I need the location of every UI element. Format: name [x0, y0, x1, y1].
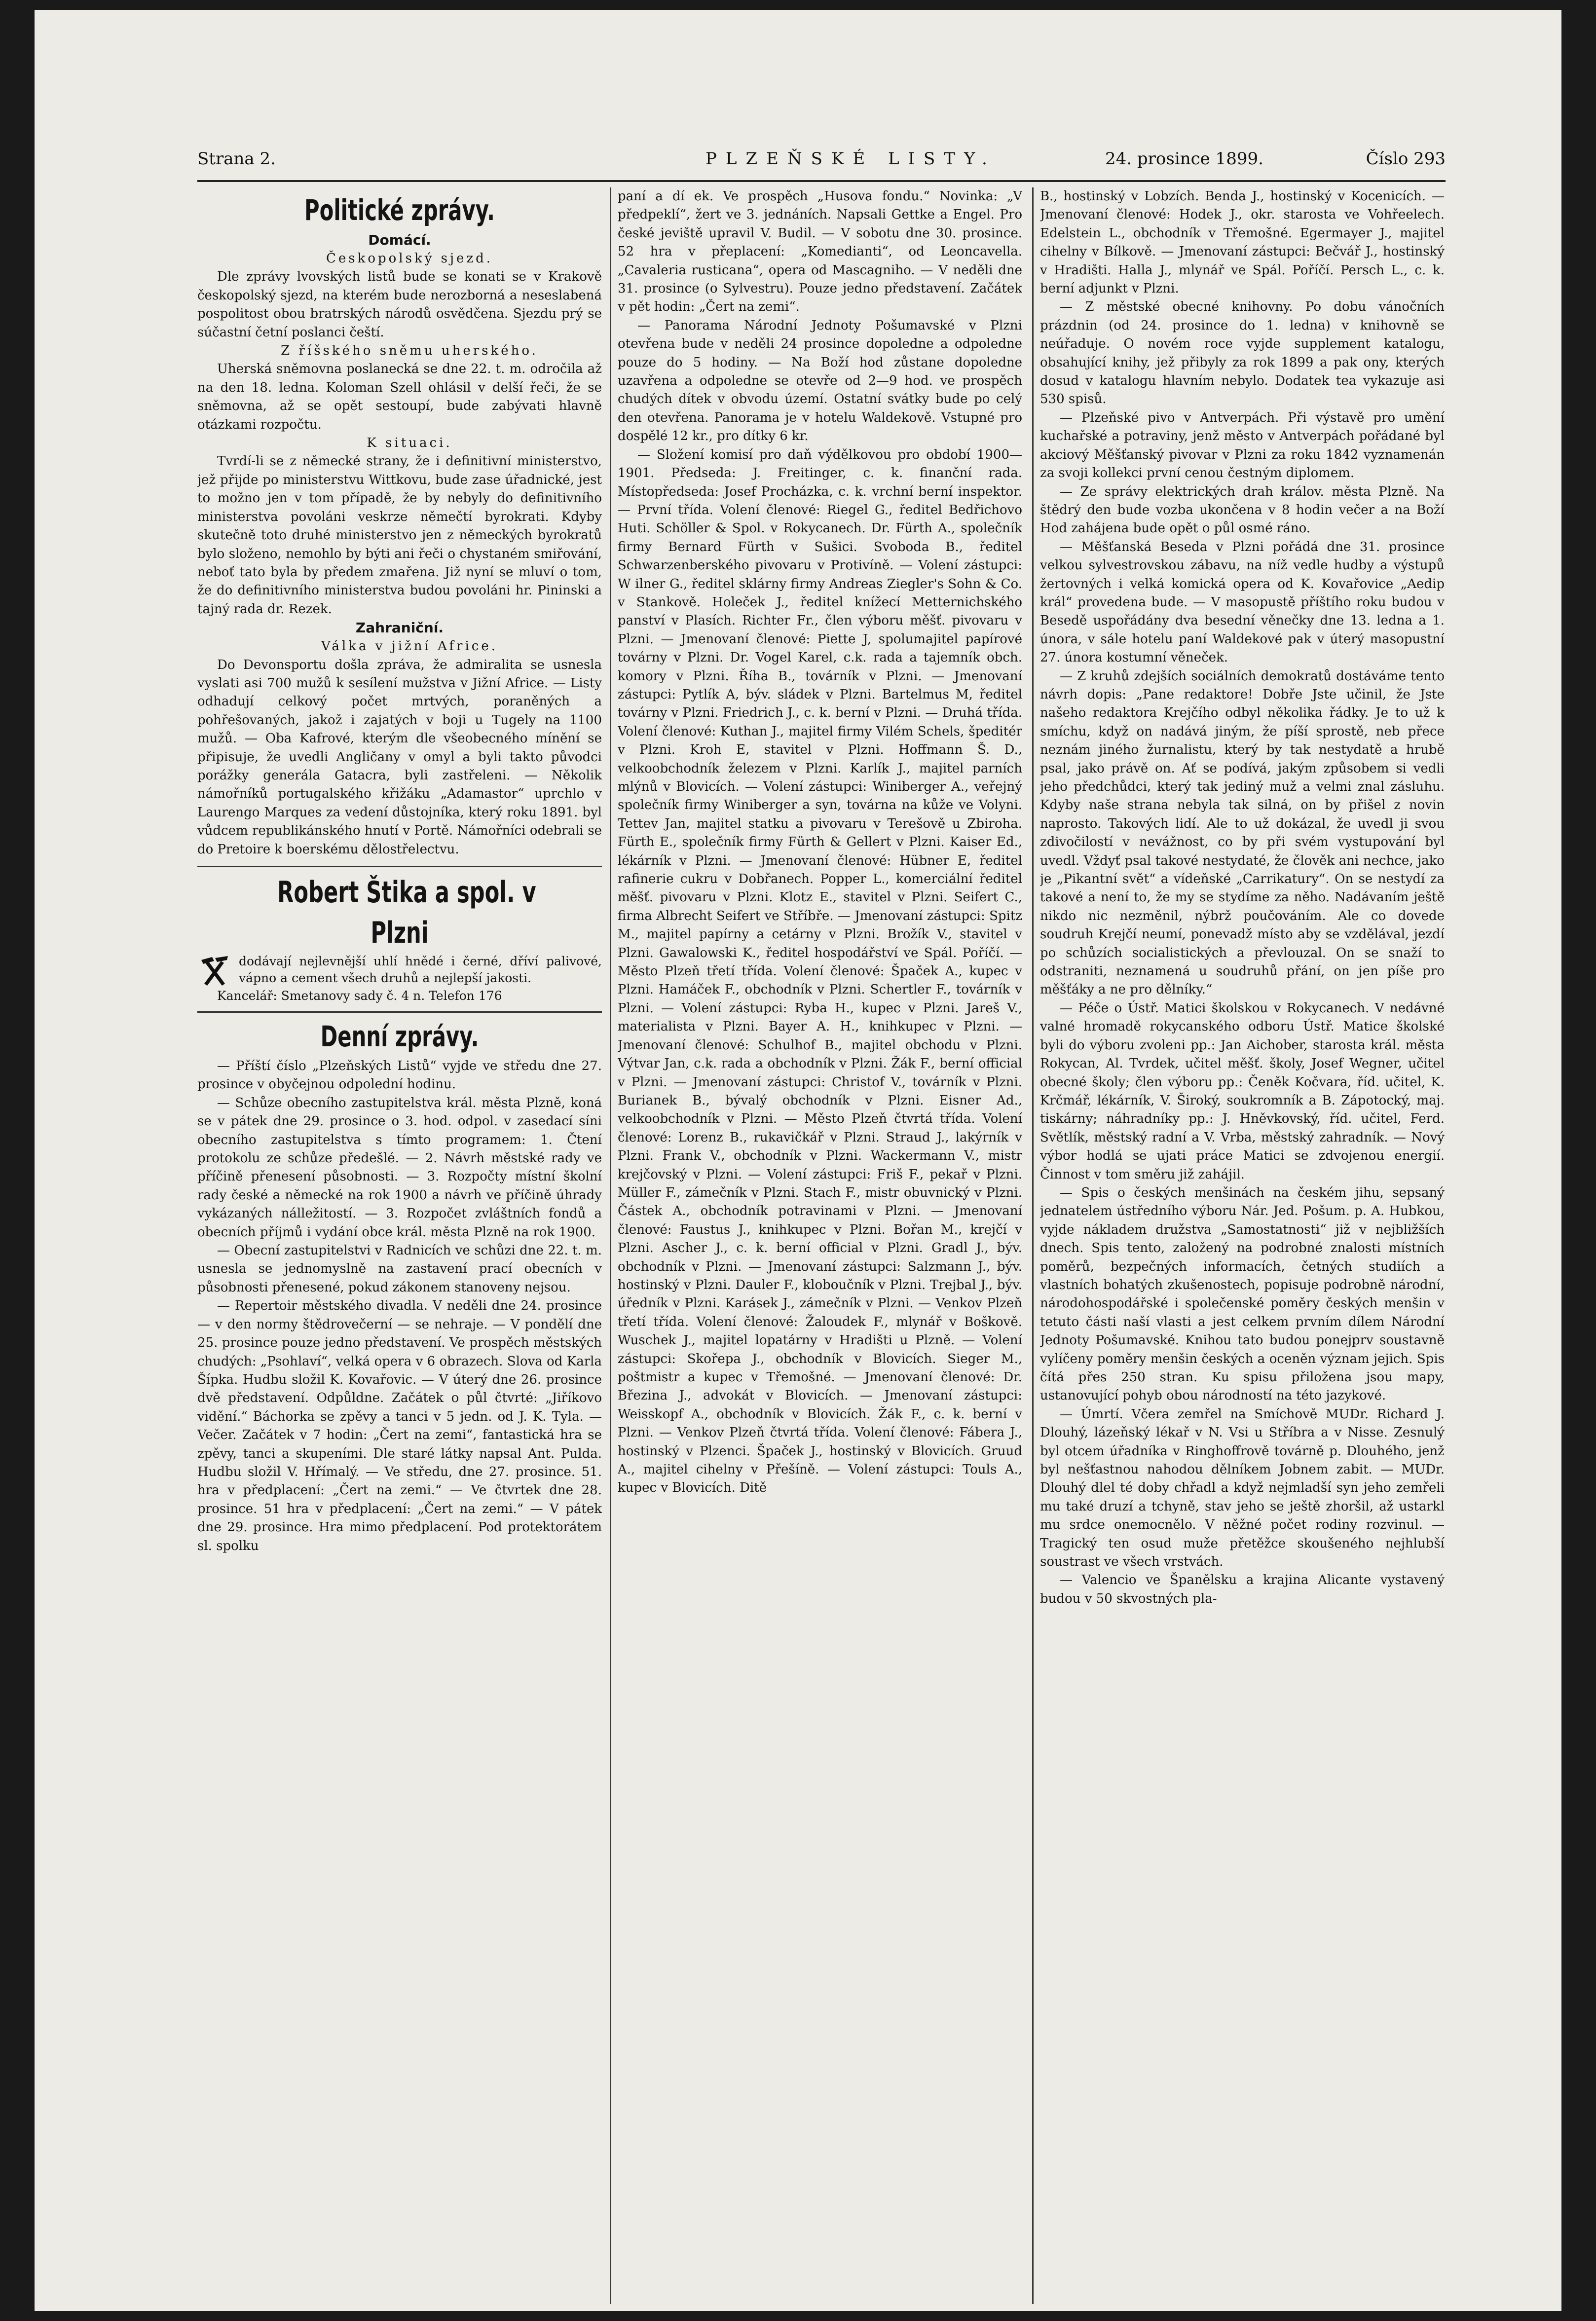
article-paragraph: — Z městské obecné knihovny. Po dobu vánočních prázdnin (od 24. prosince do 1. ledna) v knihovně se neúřaduje. O novém roce vyjde supplement katalogu, obsahující knihy, jež přibyly za rok 1899 a pak ony, kterých dosud v katalogu hlavním nebylo. Dodatek tea vykazuje asi 530 spisů. [1040, 299, 1445, 407]
newspaper-page [35, 10, 1561, 2311]
article-paragraph: — Péče o Ústř. Matici školskou v Rokycanech. V nedávné valné hromadě rokycanského odboru Ústř. Matice školské byli do výboru zvoleni pp.: Jan Aichober, starosta král. města Rokycan, Al. Tvrdek, učitel měšť. školy, Josef Wegner, učitel obecné školy; člen výboru pp.: Čeněk Kočvara, říd. učitel, K. Krčmář, lékárník, V. Široký, soukromník a B. Zápotocký, maj. tiskárny; náhradníky pp.: J. Hněvkovský, říd. učitel, Ferd. Světlík, městský radní a V. Vrba, městský zahradník. — Nový výbor hodlá se ujati práce Matici se zdvojenou energií. Činnost v tom směru již zahájil. [1040, 1000, 1445, 1182]
article-paragraph: — Obecní zastupitelstvi v Radnicích ve schůzi dne 22. t. m. usnesla se jednomyslně na zastavení prací obecních v působnosti přenesené, pokud zákonem stanoveny nejsou. [197, 1243, 602, 1295]
ad-description: dodávají nejlevnější uhlí hnědé i černé, dříví palivové, vápno a cement všech druhů a nejlepší jakosti. [239, 954, 602, 985]
article-heading: K situaci. [367, 436, 452, 451]
article-paragraph: — Plzeňské pivo v Antverpách. Při výstavě pro umění kuchařské a potraviny, jenž město v Antverpách pořádané byl akciový Měšťanský pivovar v Plzni za roku 1842 vyznamenán za svoji kollekci první cenou čestným diplomem. [1040, 410, 1445, 481]
article-paragraph: Uherská sněmovna poslanecká se dne 22. t. m. odročila až na den 18. ledna. Koloman Szell ohlásil v delší řeči, že se sněmovna, až se opět sestoupí, bude zabývati hlavně otázkami rozpočtu. [197, 362, 602, 432]
subsection-zahranicni: Zahraniční. [355, 620, 444, 636]
column-divider [610, 187, 611, 2304]
hammer-pick-icon [197, 953, 232, 988]
advertisement [197, 872, 602, 1004]
page-header [197, 149, 1446, 179]
ad-office-line: Kancelář: Smetanovy sady č. 4 n. Telefon 176 [217, 989, 502, 1003]
column-1 [197, 187, 602, 2304]
newspaper-title: PLZEŇSKÉ LISTY. [705, 149, 996, 169]
column-3 [1040, 187, 1445, 2304]
separator-rule [197, 866, 602, 867]
article-paragraph: — Schůze obecního zastupitelstva král. města Plzně, koná se v pátek dne 29. prosince o 3. hod. odpol. v zasedací síni obecního zastupitelstva s tímto programem: 1. Čtení protokolu ze schůze předešlé. — 2. Návrh městské rady ve příčině přenesení působnosti. — 3. Rozpočty místní školní rady české a německé na rok 1900 a návrh ve příčině úhrady vykázaných nálležitostí. — 3. Rozpočet zvláštních fondů a obecních příjmů i vydání obce král. města Plzně na rok 1900. [197, 1095, 602, 1240]
ad-company-name: Robert Štika a spol. v Plzni [277, 875, 536, 950]
article-paragraph: Do Devonsportu došla zpráva, že admiralita se usnesla vyslati asi 700 mužů k sesílení mužstva v Jižní Africe. — Listy odhadují celkový počet mrtvých, poraněných a pohřešovaných, jakož i zajatých v boji u Tugely na 1100 mužů. — Oba Kafrové, kterým dle všeobecného mínění se připisuje, že uvedli Angličany v omyl a byli takto původci porážky generála Gatacra, byli zastřeleni. — Několik námořníků portugalského křižáku „Adamastor“ uprchlo v Laurengo Marques za vedení důstojníka, který roku 1891. byl vůdcem republikánského hnutí v Portě. Námořníci odebrali se do Pretoire k boerskému dělostřelectvu. [197, 657, 602, 857]
issue-number: Číslo 293 [1366, 149, 1446, 169]
separator-rule [197, 1011, 602, 1013]
column-2 [618, 187, 1022, 2304]
section-title-denni: Denní zprávy. [320, 1020, 479, 1053]
article-paragraph: — Úmrtí. Včera zemřel na Smíchově MUDr. Richard J. Dlouhý, lázeňský lékař v N. Vsi u Stříbra a v Nisse. Zesnulý byl otcem úřadníka v Ringhoffrově továrně p. Dlouhého, jenž byl nešťastnou nahodou dělníkem Jobnem zabit. — MUDr. Dlouhý dlel té doby chřadl a když nejmladší syn jeho zemřeli mu také druzí a tchyně, stav jeho se ještě zhoršil, až ustarkl mu srdce onemocnělo. V něžné počet rodiny rozvinul. — Tragický ten osud muže přetěžce skoušeného nejhlubší soustrast ve všech vrstvách. [1040, 1406, 1445, 1570]
article-paragraph: Tvrdí-li se z německé strany, že i definitivní ministerstvo, jež přijde po ministerstvu Wittkovu, bude zase úřadnické, jest to možno jen v tom případě, že by nebyly do definitivního ministerstva povoláni veskrze němečtí byrokrati. Kdyby skutečně toto druhé ministerstvo jen z německých byrokratů bylo složeno, nemohlo by býti ani řeči o chystaném smiřování, neboť tato byla by předem zmařena. Již nyní se mluví o tom, že do definitivního ministerstva budou povoláni hr. Pininski a tajný rada dr. Rezek. [197, 454, 602, 617]
article-heading: Z říšského sněmu uherského. [281, 343, 538, 359]
article-paragraph: — Panorama Národní Jednoty Pošumavské v Plzni otevřena bude v neděli 24 prosince dopoledne a odpoledne pouze do 5 hodiny. — Na Boží hod zůstane dopoledne uzavřena a odpoledne se otevře od 2—9 hod. ve prospěch chudých dítek v obvodu území. Ostatní svátky bude po celý den otevřena. Panorama je v hotelu Waldekově. Vstupné pro dospělé 12 kr., pro dítky 6 kr. [618, 318, 1022, 444]
header-rule [197, 180, 1446, 182]
article-paragraph: — Měšťanská Beseda v Plzni pořádá dne 31. prosince velkou sylvestrovskou zábavu, na níž vedle hudby a výstupů žertovných i velká komická opera od K. Kovařovice „Aedip král“ provedena bude. — V masopustě příštího roku budou v Besedě uspořádány dva besední věnečky dne 13. ledna a 1. února, v sále hotelu paní Waldekové pak v úterý masopustní 27. února kostumní věneček. [1040, 539, 1445, 665]
article-paragraph: — Z kruhů zdejších sociálních demokratů dostáváme tento návrh dopis: „Pane redaktore! Dobře Jste učinil, že Jste našeho redaktora Krejčího odbyl několika řádky. Je to už k smíchu, když on nadává jiným, že píší sprostě, neb přece neznám jiného žurnalistu, který by tak nestydatě a hrubě psal, jako právě on. Ať se podívá, jakým způsobem si vedli jeho předchůdci, který tak jediný muž a velmi znal zásluhu. Kdyby naše strana nebyla tak silná, on by přišel z novin naprosto. Takových lidí. Ale to už dokázal, že uvedl ji svou zdivočilostí v nevážnost, co by při svém vystupování byl uvedl. Vždyť psal takové nestydaté, že člověk ani nechce, jako je „Pikantní svět“ a vídeňské „Carrikatury“. On se nestydí za takové a není to, že my se stydíme za něho. Nadávaním ještě nikdo nic nezměnil, nýbrž poučováním. Ale co dovede soudruh Krejčí neumí, ponevadž místo aby se vzdělával, jezdí po schůzích socialistických a převlouzal. On se snaží to odstraniti, neznamená u soudruhů přání, on jen píše pro měšťáky a ne pro dělníky.“ [1040, 668, 1445, 997]
article-paragraph: B., hostinský v Lobzích. Benda J., hostinský v Kocenicích. — Jmenovaní členové: Hodek J., okr. starosta ve Vohřeelech. Edelstein L., obchodník v Třemošné. Egermayer J., majitel cihelny v Bílkově. — Jmenovaní zástupci: Bečvář J., hostinský v Hradišti. Halla J., mlynář ve Spál. Poříčí. Persch L., c. k. berní adjunkt v Plzni. [1040, 189, 1445, 296]
ad-body [197, 953, 602, 988]
subsection-domaci: Domácí. [368, 232, 431, 248]
issue-date: 24. prosince 1899. [1105, 149, 1263, 169]
article-heading: Válka v jižní Africe. [321, 639, 498, 654]
article-heading: Českopolský sjezd. [326, 251, 493, 266]
article-paragraph: — Ze správy elektrických drah králov. města Plzně. Na štědrý den bude vozba ukončena v 8 hodin večer a na Boží Hod zahájena bude opět o půl osmé ráno. [1040, 484, 1445, 536]
article-paragraph: — Příští číslo „Plzeňských Listů“ vyjde ve středu dne 27. prosince v obyčejnou odpolední hodinu. [197, 1059, 602, 1092]
column-divider [1032, 187, 1034, 2304]
article-paragraph: — Složení komisí pro daň výdělkovou pro období 1900—1901. Předseda: J. Freitinger, c. k. finanční rada. Místopředseda: Josef Procházka, c. k. vrchní berní inspektor. — První třída. Volení členové: Riegel G., ředitel Bedřichovo Huti. Schöller & Spol. v Rokycanech. Dr. Fürth A., společník firmy Bernard Fürth v Sušici. Svoboda B., ředitel Schwarzenberského pivovaru v Protivíně. — Volení zástupci: W ilner G., ředitel sklárny firmy Andreas Ziegler's Sohn & Co. v Stankově. Holeček J., ředitel knížecí Metternichského panství v Plasích. Richter Fr., člen výboru měšť. pivovaru v Plzni. — Jmenovaní členové: Piette J, spolumajitel papírové továrny v Plzni. Dr. Vogel Karel, c.k. rada a tajemník obch. komory v Plzni. Říha B., továrník v Plzni. — Jmenovaní zástupci: Pytlík A, býv. sládek v Plzni. Bartelmus M, ředitel továrny v Plzni. Friedrich J., c. k. berní v Plzni. — Druhá třída. Volení členové: Kuthan J., majitel firmy Vilém Schels, špeditér v Plzni. Kroh E, stavitel v Plzni. Hoffmann Š. D., velkoobchodník železem v Plzni. Karlík J., majitel parních mlýnů v Blovicích. — Volení zástupci: Winiberger A., veřejný společník firmy Winiberger a syn, továrna na kůže ve Volyni. Tettev Jan, majitel statku a pivovaru v Terešově u Zbiroha. Fürth E., společník firmy Fürth & Gellert v Plzni. Kaiser Ed., lékárník v Plzni. — Jmenovaní členové: Hübner E, ředitel rafinerie cukru v Dobřanech. Popper L., komerciální ředitel měšť. pivovaru v Plzni. Klotz E., stavitel v Plzni. Seifert C., firma Albrecht Seifert ve Stříbře. — Jmenovaní zástupci: Spitz M., majitel papírny a cetárny v Plzni. Brožík V., stavitel v Plzni. Gawalowski K., ředitel hospodářství ve Spál. Poříčí. — Město Plzeň třetí třída. Volení členové: Špaček A., kupec v Plzni. Hamáček F., obchodník v Plzni. Schertler F., továrník v Plzni. — Volení zástupci: Ryba H., kupec v Plzni. Jareš V., materialista v Plzni. Bayer A. H., knihkupec v Plzni. — Jmenovaní členové: Schulhof B., majitel obchodu v Plzni. Výtvar Jan, c.k. rada a obchodník v Plzni. Žák F., berní official v Plzni. — Jmenovaní zástupci: Christof V., továrník v Plzni. Burianek B., bývalý obchodník v Plzni. Eisner Ad., velkoobchodník v Plzni. — Město Plzeň čtvrtá třída. Volení členové: Lorenz B., rukavičkář v Plzni. Straud J., lakýrník v Plzni. Frank V., obchodník v Plzni. Wackermann V., mistr krejčovský v Plzni. — Volení zástupci: Friš F., pekař v Plzni. Müller F., zámečník v Plzni. Stach F., mistr obuvnický v Plzni. Částek A., obchodník potravinami v Plzni. — Jmenovaní členové: Faustus J., knihkupec v Plzni. Bořan M., krejčí v Plzni. Ascher J., c. k. berní official v Plzni. Gradl J., býv. obchodník v Plzni. — Jmenovaní zástupci: Salzmann J., býv. hostinský v Plzni. Dauler F., kloboučník v Plzni. Trejbal J., býv. úředník v Plzni. Karásek J., zámečník v Plzni. — Venkov Plzeň třetí třída. Volení členové: Žaloudek F., mlynář v Boškově. Wuschek J., majitel lopatárny v Hradišti u Plzně. — Volení zástupci: Skořepa J., obchodník v Blovicích. Sieger M., poštmistr a kupec v Třemošné. — Jmenovaní členové: Dr. Březina J., advokát v Blovicích. — Jmenovaní zástupci: Weisskopf A., obchodník v Blovicích. Žák F., c. k. berní v Plzni. — Venkov Plzeň čtvrtá třída. Volení členové: Fábera J., hostinský v Plzenci. Špaček J., hostinský v Blovicích. Gruud A., majitel cihelny v Přešíně. — Volení zástupci: Touls A., kupec v Blovicích. Ditě [618, 447, 1022, 1496]
article-paragraph: — Repertoir městského divadla. V neděli dne 24. prosince — v den normy štědrovečerní — se nehraje. — V pondělí dne 25. prosince pouze jedno představení. Ve prospěch městských chudých: „Psohlaví“, velká opera v 6 obrazech. Slova od Karla Šípka. Hudbu složil K. Kovařovic. — V úterý dne 26. prosince dvě představení. Odpůldne. Začátek o půl čtvrté: „Jiříkovo vidění.“ Báchorka se zpěvy a tanci v 5 jedn. od J. K. Tyla. — Večer. Začátek v 7 hodin: „Čert na zemi“, fantastická hra se zpěvy, tanci a skupeními. Dle staré látky napsal Ant. Pulda. Hudbu složil V. Hřímalý. — Ve středu, dne 27. prosince. 51. hra v předplacení: „Čert na zemi.“ — Ve čtvrtek dne 28. prosince. 51 hra v předplacení: „Čert na zemi.“ — V pátek dne 29. prosince. Hra mimo předplacení. Pod protektorátem sl. spolku [197, 1298, 602, 1553]
section-title-politicke: Politické zprávy. [304, 193, 495, 227]
article-paragraph: paní a dí ek. Ve prospěch „Husova fondu.“ Novinka: „V předpeklí“, žert ve 3. jednáních. Napsali Gettke a Engel. Pro české jeviště upravil V. Budil. — V sobotu dne 30. prosince. 52 hra v přeplacení: „Komedianti“, od Leoncavella. „Cavaleria rusticana“, opera od Mascagniho. — V neděli dne 31. prosince (o Sylvestru). Pouze jedno představení. Začátek v pět hodin: „Čert na zemi“. [618, 189, 1022, 315]
article-paragraph: Dle zprávy lvovských listů bude se konati se v Krakově českopolský sjezd, na kterém bude nerozborná a neseslabená pospolitost obou bratrských národů osvědčena. Sjezdu prý se súčastní četní poslanci čeští. [197, 269, 602, 340]
article-paragraph: — Spis o českých menšinách na českém jihu, sepsaný jednatelem ústředního výboru Nár. Jed. Pošum. p. A. Hubkou, vyjde nákladem družstva „Samostatnosti“ již v nejbližších dnech. Spis tento, založený na podrobné znalosti místních poměrů, bezpečných informacích, četných studiích a vlastních bohatých zkušenostech, popisuje podrobně národní, národohospodářské i společenské poměry českých menšin v tetuto části naší vlasti a jest celkem prvním dílem Národní Jednoty Pošumavské. Knihou tato budou ponejprv soustavně vylíčeny poměry menšin českých a oceněn význam jejich. Spis čítá přes 250 stran. Ku spisu přiložena jsou mapy, ustanovující pohyb obou národností na této jazykové. [1040, 1185, 1445, 1403]
article-paragraph: — Valencio ve Španělsku a krajina Alicante vystavený budou v 50 skvostných pla- [1040, 1573, 1445, 1606]
page-number: Strana 2. [197, 149, 276, 169]
